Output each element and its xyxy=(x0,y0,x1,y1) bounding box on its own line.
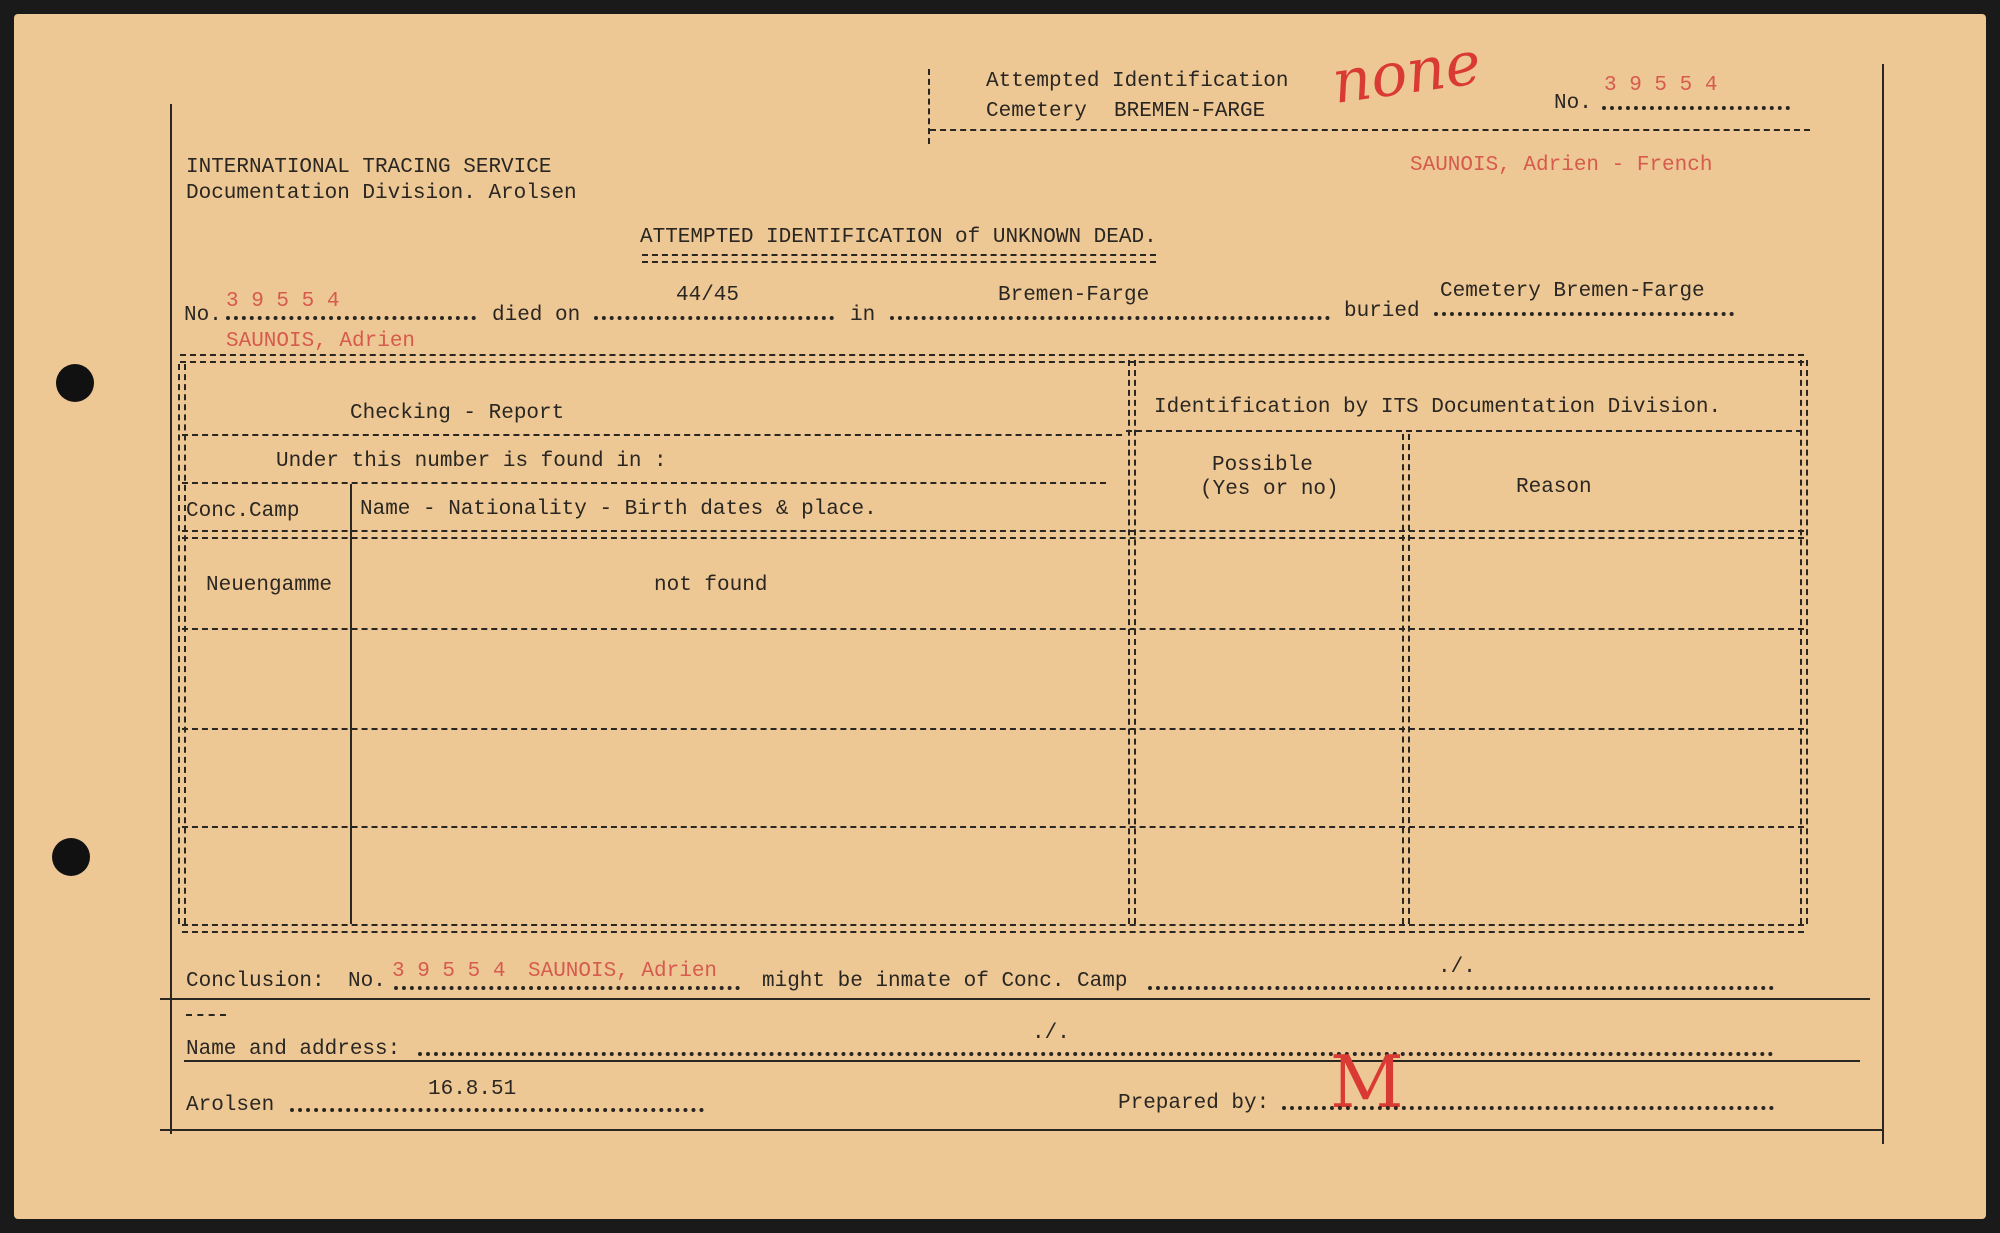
prepared-by-initials: M xyxy=(1330,1040,1404,1124)
column-reason: Reason xyxy=(1516,476,1592,499)
column-name-nationality: Name - Nationality - Birth dates & place. xyxy=(360,498,877,521)
conclusion-might-be: might be inmate of Conc. Camp xyxy=(762,970,1128,993)
form-title: ATTEMPTED IDENTIFICATION of UNKNOWN DEAD. xyxy=(640,226,1157,249)
table-header-rule-left xyxy=(182,434,1122,436)
record-died-label: died on xyxy=(492,304,581,327)
record-in-value: Bremen-Farge xyxy=(998,284,1150,307)
table-colhead-rule xyxy=(182,530,1804,539)
column-possible-line2: (Yes or no) xyxy=(1200,478,1339,501)
record-name: SAUNOIS, Adrien xyxy=(226,330,416,353)
punch-hole-top xyxy=(56,364,94,402)
checking-report-header: Checking - Report xyxy=(350,402,565,425)
record-in-label: in xyxy=(850,304,876,327)
name-address-label: Name and address: xyxy=(186,1038,401,1061)
conclusion-rule xyxy=(160,998,1870,1000)
record-no-dots xyxy=(226,316,476,320)
name-address-value: ./. xyxy=(1032,1022,1070,1045)
record-buried-dots xyxy=(1434,312,1734,316)
table-section-divider xyxy=(1128,360,1136,924)
conclusion-no-label: No. xyxy=(348,970,386,993)
table-bottom-rule xyxy=(182,924,1804,933)
frame-left-line xyxy=(170,104,172,1134)
conclusion-camp-dots xyxy=(1148,986,1774,990)
row1-camp: Neuengamme xyxy=(206,574,333,597)
agency-name: INTERNATIONAL TRACING SERVICE xyxy=(186,156,552,179)
record-died-value: 44/45 xyxy=(676,284,740,307)
name-address-rule xyxy=(184,1060,1860,1062)
agency-division: Documentation Division. Arolsen xyxy=(186,182,577,205)
column-conc-camp: Conc.Camp xyxy=(186,500,300,523)
frame-right-line xyxy=(1882,64,1884,1144)
record-no-value: 3 9 5 5 4 xyxy=(226,290,340,313)
table-row1-rule xyxy=(182,628,1804,630)
table-row2-rule xyxy=(182,728,1804,730)
header-cemetery-value: BREMEN-FARGE xyxy=(1114,100,1266,123)
header-attempted-identification: Attempted Identification xyxy=(986,70,1289,93)
conclusion-camp-value: ./. xyxy=(1438,956,1476,979)
table-camp-divider xyxy=(350,484,352,924)
prepared-by-label: Prepared by: xyxy=(1118,1092,1270,1115)
record-buried-label: buried xyxy=(1344,300,1420,323)
table-left-edge xyxy=(178,364,186,924)
subject-name-nationality: SAUNOIS, Adrien - French xyxy=(1410,154,1713,177)
handwritten-none-note: none xyxy=(1327,27,1486,119)
row1-details: not found xyxy=(654,574,768,597)
footer-date-dots xyxy=(290,1108,704,1112)
conclusion-no-value: 3 9 5 5 4 xyxy=(392,960,506,983)
footer-place: Arolsen xyxy=(186,1094,275,1117)
identification-header: Identification by ITS Documentation Division. xyxy=(1154,396,1722,419)
frame-bottom-line xyxy=(160,1129,1884,1131)
record-no-label: No. xyxy=(184,304,222,327)
form-title-underline xyxy=(642,254,1156,263)
table-foundin-rule xyxy=(182,482,1106,484)
name-address-top-rule xyxy=(186,1014,226,1016)
record-in-dots xyxy=(890,316,1330,320)
name-address-dots xyxy=(418,1052,1774,1056)
conclusion-label: Conclusion: xyxy=(186,970,325,993)
column-possible-line1: Possible xyxy=(1212,454,1313,477)
prepared-by-dots xyxy=(1282,1106,1774,1110)
header-box-bottom-line xyxy=(930,129,1810,131)
record-buried-value: Cemetery Bremen-Farge xyxy=(1440,280,1705,303)
conclusion-no-dots xyxy=(394,986,740,990)
punch-hole-bottom xyxy=(52,838,90,876)
header-cemetery-label: Cemetery xyxy=(986,100,1087,123)
found-in-label: Under this number is found in : xyxy=(276,450,667,473)
table-row3-rule xyxy=(182,826,1804,828)
index-card xyxy=(14,14,1986,1219)
table-right-edge xyxy=(1800,360,1808,924)
table-header-rule-right xyxy=(1126,430,1802,432)
footer-date: 16.8.51 xyxy=(428,1078,517,1101)
table-top-rule xyxy=(180,354,1804,363)
header-no-dots xyxy=(1602,106,1790,110)
header-no-value: 3 9 5 5 4 xyxy=(1604,74,1718,97)
header-no-label: No. xyxy=(1554,92,1592,115)
record-died-dots xyxy=(594,316,834,320)
table-possible-divider xyxy=(1402,434,1410,924)
header-box-divider xyxy=(928,69,930,144)
conclusion-name: SAUNOIS, Adrien xyxy=(528,960,718,983)
